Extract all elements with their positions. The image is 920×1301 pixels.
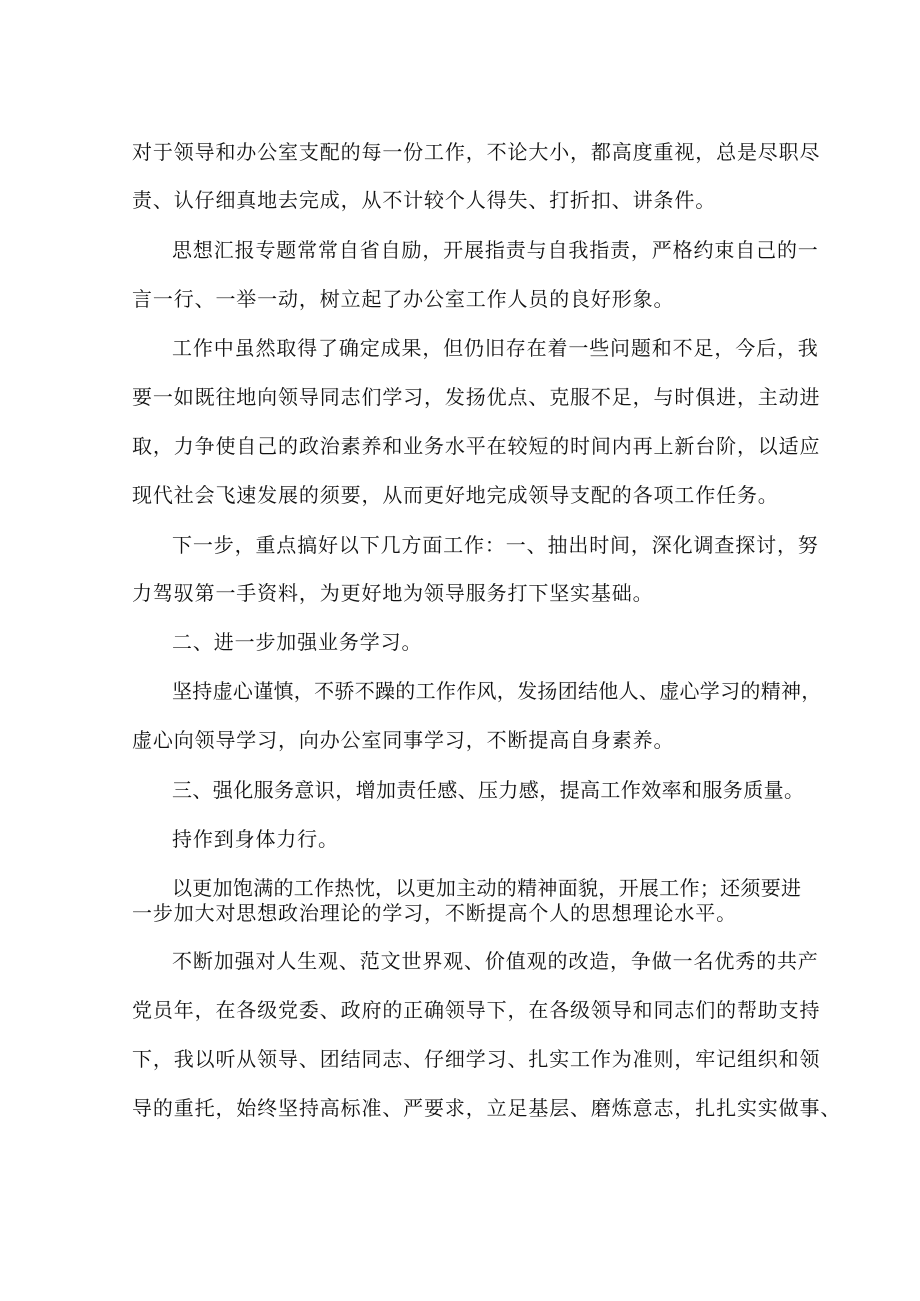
text-line: 要一如既往地向领导同志们学习，发扬优点、克服不足，与时俱进，主动进: [132, 385, 821, 409]
text-line: 持作到身体力行。: [172, 827, 339, 851]
text-line: 三、强化服务意识，增加责任感、压力感，提高工作效率和服务质量。: [172, 778, 805, 802]
text-line: 言一行、一举一动，树立起了办公室工作人员的良好形象。: [132, 287, 675, 311]
text-line: 导的重托，始终坚持高标准、严要求，立足基层、磨炼意志，扎扎实实做事、: [132, 1096, 842, 1120]
text-line: 坚持虚心谨慎，不骄不躁的工作作风，发扬团结他人、虚心学习的精神，: [172, 679, 822, 703]
text-line: 党员年，在各级党委、政府的正确领导下，在各级领导和同志们的帮助支持: [132, 998, 821, 1022]
text-line: 二、进一步加强业务学习。: [172, 630, 423, 654]
text-line: 以更加饱满的工作热忱，以更加主动的精神面貌，开展工作；还须要进: [172, 876, 802, 900]
text-line: 工作中虽然取得了确定成果，但仍旧存在着一些问题和不足，今后，我: [172, 336, 819, 360]
text-line: 虚心向领导学习，向办公室同事学习，不断提高自身素养。: [132, 728, 675, 752]
text-line: 一步加大对思想政治理论的学习，不断提高个人的思想理论水平。: [132, 901, 737, 925]
text-line: 下一步，重点搞好以下几方面工作：一、抽出时间，深化调查探讨，努: [172, 533, 819, 557]
text-line: 力驾驭第一手资料，为更好地为领导服务打下坚实基础。: [132, 581, 654, 605]
text-line: 现代社会飞速发展的须要，从而更好地完成领导支配的各项工作任务。: [132, 483, 779, 507]
text-line: 责、认仔细真地去完成，从不计较个人得失、打折扣、讲条件。: [132, 188, 717, 212]
text-line: 对于领导和办公室支配的每一份工作，不论大小，都高度重视，总是尽职尽: [132, 140, 821, 164]
text-line: 下，我以听从领导、团结同志、仔细学习、扎实工作为准则，牢记组织和领: [132, 1047, 821, 1071]
text-line: 不断加强对人生观、范文世界观、价值观的改造，争做一名优秀的共产: [172, 949, 819, 973]
text-line: 取，力争使自己的政治素养和业务水平在较短的时间内再上新台阶，以适应: [132, 434, 821, 458]
text-line: 思想汇报专题常常自省自励，开展指责与自我指责，严格约束自己的一: [172, 238, 819, 262]
